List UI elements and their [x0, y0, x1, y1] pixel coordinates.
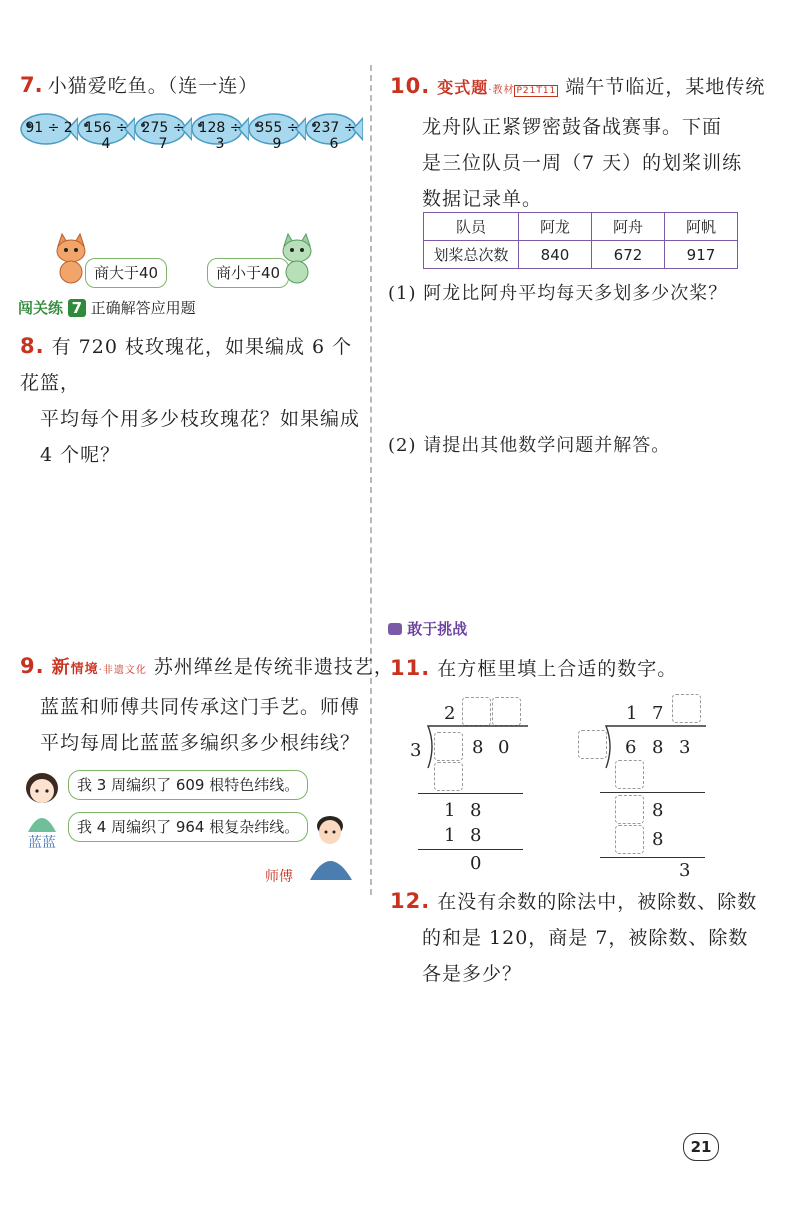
q10-line: 端午节临近，某地传统 [565, 76, 766, 98]
table-row [424, 213, 738, 241]
q10-tag-page: P21T11 [516, 86, 557, 96]
fish-label: 156 ÷ 4 [84, 120, 128, 152]
fish-label: 237 ÷ 6 [312, 120, 356, 152]
division-rule [600, 792, 705, 793]
challenge-icon [388, 623, 402, 635]
column-divider [370, 65, 372, 895]
table-cell: 917 [665, 241, 738, 269]
fish-label: 355 ÷ 9 [255, 120, 299, 152]
q9-tag-topic: ·非遗文化 [98, 665, 147, 676]
fish-card[interactable] [20, 110, 78, 148]
answer-box[interactable] [434, 732, 463, 761]
fish-card[interactable] [248, 110, 306, 152]
q8-line: 4 个呢？ [40, 444, 121, 466]
cat-label-less[interactable]: 商小于40 [207, 258, 289, 288]
answer-box[interactable] [434, 762, 463, 791]
table-cell: 阿舟 [592, 213, 665, 241]
training-table [423, 212, 738, 269]
work-digit: 8 [652, 800, 664, 821]
work-digit: 8 [470, 825, 482, 846]
q8-line: 平均每个用多少枝玫瑰花？如果编成 [40, 408, 361, 430]
quotient-digit: 7 [652, 703, 664, 724]
work-digit: 8 [470, 800, 482, 821]
q8-line: 有 720 枝玫瑰花，如果编成 6 个花篮， [20, 336, 353, 394]
q10-line: 是三位队员一周（7 天）的划桨训练 [422, 152, 743, 174]
name-shifu: 师傅 [265, 869, 293, 885]
fish-card[interactable] [134, 110, 192, 152]
name-lanlan: 蓝蓝 [28, 835, 56, 851]
q9-line: 苏州缂丝是传统非遗技艺， [153, 656, 394, 678]
fish-card[interactable] [191, 110, 249, 152]
dividend-digit: 8 [472, 737, 484, 758]
divisor-digit: 3 [410, 740, 422, 761]
q9-number: 9. [20, 654, 45, 678]
q12-line: 各是多少？ [422, 963, 523, 985]
table-cell: 阿龙 [519, 213, 592, 241]
q7-heading [20, 68, 258, 104]
table-cell: 840 [519, 241, 592, 269]
table-row [424, 241, 738, 269]
dividend-digit: 8 [652, 737, 664, 758]
answer-box[interactable] [615, 825, 644, 854]
table-cell: 队员 [424, 213, 519, 241]
work-digit: 1 [444, 825, 456, 846]
answer-box[interactable] [615, 760, 644, 789]
green-cat-icon [276, 232, 318, 284]
work-digit: 1 [444, 800, 456, 821]
bubble-shifu: 我 4 周编织了 964 根复杂纬线。 [68, 812, 308, 842]
q10-line: 数据记录单。 [422, 188, 543, 210]
fish-label: 275 ÷ 7 [141, 120, 185, 152]
table-cell: 672 [592, 241, 665, 269]
q12-line: 在没有余数的除法中，被除数、除数 [437, 891, 758, 913]
remainder-digit: 0 [470, 853, 482, 874]
bubble-lanlan: 我 3 周编织了 609 根特色纬线。 [68, 770, 308, 800]
dividend-digit: 0 [498, 737, 510, 758]
q8-block [20, 328, 365, 473]
q8-number: 8. [20, 334, 45, 358]
section-banner [18, 297, 196, 321]
q10-tag-main: 变式题 [437, 78, 489, 97]
cat-label-greater[interactable]: 商大于40 [85, 258, 167, 288]
dividend-digit: 6 [625, 737, 637, 758]
quotient-digit: 1 [626, 703, 638, 724]
division-rule [418, 793, 523, 794]
q12-block [390, 883, 790, 992]
q7-title: 小猫爱吃鱼。（连一连） [47, 75, 259, 97]
division-rule [600, 857, 705, 858]
answer-box[interactable] [462, 697, 491, 726]
quotient-digit: 2 [444, 703, 456, 724]
fish-card[interactable] [305, 110, 363, 152]
answer-box[interactable] [672, 694, 701, 723]
q10-number: 10. [390, 74, 431, 98]
section-title: 正确解答应用题 [90, 299, 196, 317]
challenge-title: 敢于挑战 [407, 620, 468, 638]
q7-number: 7. [20, 73, 43, 97]
q10-line: 龙舟队正紧锣密鼓备战赛事。下面 [422, 116, 723, 138]
challenge-banner [388, 618, 467, 639]
q10-sub2: (2) 请提出其他数学问题并解答。 [388, 435, 671, 456]
work-digit: 8 [652, 829, 664, 850]
table-cell: 阿帆 [665, 213, 738, 241]
q9-tag-sub: 情境 [70, 662, 99, 677]
q9-block [20, 648, 394, 761]
section-number: 7 [68, 299, 86, 317]
q12-line: 的和是 120，商是 7，被除数、除数 [422, 927, 749, 949]
q10-sub1: (1) 阿龙比阿舟平均每天多划多少次桨？ [388, 283, 728, 304]
section-prefix: 闯关练 [18, 299, 64, 317]
table-cell: 划桨总次数 [424, 241, 519, 269]
answer-box[interactable] [615, 795, 644, 824]
fish-card[interactable] [77, 110, 135, 152]
dividend-digit: 3 [679, 737, 691, 758]
q9-line: 蓝蓝和师傅共同传承这门手艺。师傅 [40, 696, 361, 718]
remainder-digit: 3 [679, 860, 691, 881]
q11-title: 在方框里填上合适的数字。 [437, 658, 678, 680]
teacher-avatar-icon [306, 812, 356, 880]
q10-tag-sub: ·教材 [488, 85, 515, 96]
fish-label: 128 ÷ 3 [198, 120, 242, 152]
q12-number: 12. [390, 889, 431, 913]
answer-box[interactable] [492, 697, 521, 726]
q9-line: 平均每周比蓝蓝多编织多少根纬线？ [40, 732, 361, 754]
q9-tag-main: 新 [51, 657, 71, 678]
q11-number: 11. [390, 656, 431, 680]
girl-avatar-icon [20, 770, 68, 832]
q10-block [390, 68, 790, 217]
q11-heading [390, 650, 677, 687]
page-number: 21 [683, 1133, 719, 1161]
division-rule [418, 849, 523, 850]
fish-label: 91 ÷ 2 [25, 120, 73, 136]
